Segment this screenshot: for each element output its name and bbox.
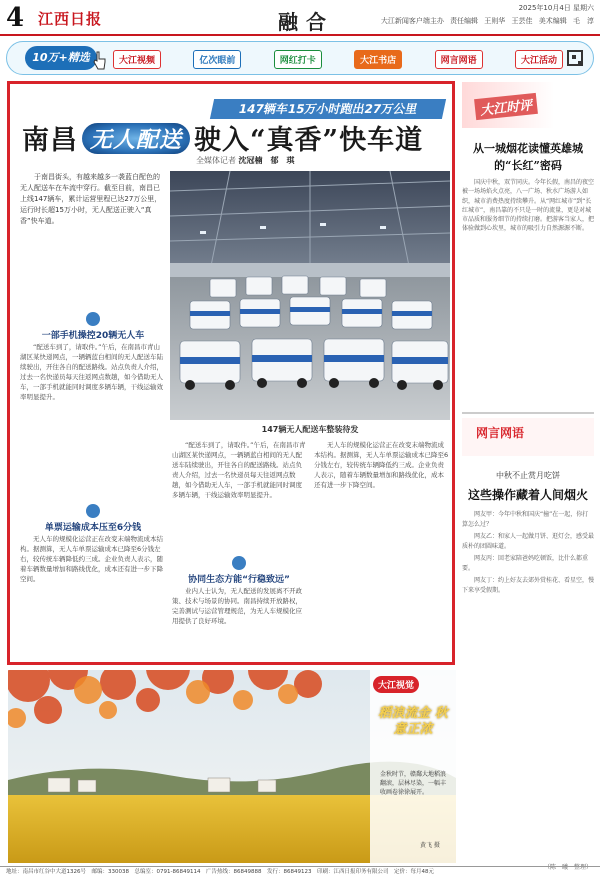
pointing-hand-icon — [91, 51, 107, 71]
section-body: “配送车到了，请取件。”午后，在南昌市青山湖区某快递网点，一辆辆蓝白相间的无人配送车陆续驶出，开往各自的配送路线。站点负责人介绍，过去一名快递员每天往返网点数趟，如今借助无人车，一部手机就能同时调度多辆车辆，干线运输效率明显提升。 — [172, 441, 306, 499]
editor-credit: 王芸佳 — [511, 17, 533, 25]
qa-item: 网友乙：和家人一起做月饼、逛灯会，感受最质朴的团圆味道。 — [462, 533, 594, 550]
issue-date: 2025年10月4日 星期六 — [518, 4, 594, 12]
nav-item-views[interactable]: 亿次眼前 — [193, 50, 241, 69]
editor-credit: 美术编辑 — [538, 17, 567, 25]
footer: 地址：南昌市红谷中大道1326号 邮编：330038 总编室：0791-86849114 广告热线：86849888 发行：86849123 印刷：江西日报印务有限公司 定价：每月48元 — [0, 866, 600, 889]
visual-badge: 大江视觉 — [373, 676, 419, 693]
page-number: 4 — [6, 3, 25, 33]
headline-prefix: 南昌 — [22, 125, 78, 156]
nav-item-netspeak[interactable]: 网言网语 — [435, 50, 483, 69]
editor-credit: 王则华 — [484, 17, 506, 25]
section-heading — [20, 312, 166, 341]
qa-list — [462, 510, 594, 860]
section-marker-icon — [86, 504, 100, 518]
section-body: “配送车到了，请取件。”午后，在南昌市青山湖区某快递网点，一辆辆蓝白相间的无人配送车陆续驶出，开往各自的配送路线。站点负责人介绍，过去一名快递员每天往返网点数趟，如今借助无人车，一部手机就能同时调度多辆车辆，干线运输效率明显提升。 — [20, 343, 163, 401]
section-marker-icon — [232, 556, 246, 570]
byline-names: 沈冠楠 郁 琪 — [238, 156, 295, 165]
section-body: 业内人士认为，无人配送的发展离不开政策、技术与场景的协同。南昌持续开放路权，完善测试与运营管理规范，为无人车规模化应用提供了良好环境。 — [172, 587, 302, 625]
section-body: 无人车的规模化运营正在改变末端物流成本结构。据测算，无人车单票运输成本已降至6分钱左右，较传统车辆降低约三成。企业负责人表示，随着车辆数量增加和路线优化，成本还有进一步下降空间。 — [314, 441, 449, 489]
poem-text: 金秋时节，赣鄱大地稻浪翻滚，层林尽染，一幅丰收画卷徐徐展开。 — [380, 771, 447, 796]
feature-article — [7, 81, 455, 665]
editor-credits — [377, 16, 594, 26]
editor-note: （陈 曦 整理） — [543, 864, 592, 871]
qa-item: 网友丙：回老家陪爸妈吃顿饭，比什么都重要。 — [462, 555, 589, 572]
paper-name: 江西日报 — [38, 10, 103, 28]
nav-item-video[interactable]: 大江视频 — [113, 50, 161, 69]
divider — [462, 412, 594, 414]
section-title: 一部手机操控20辆无人车 — [41, 331, 145, 341]
poem-title: 稻浪流金 秋意正浓 — [378, 706, 448, 737]
editor-credit: 责任编辑 — [450, 17, 479, 25]
net-title[interactable]: 这些操作藏着人间烟火 — [467, 488, 588, 502]
nav-item-events[interactable]: 大江活动 — [515, 50, 563, 69]
masthead — [0, 0, 600, 36]
qr-code-icon[interactable] — [567, 50, 583, 66]
section-marker-icon — [86, 312, 100, 326]
section-heading — [172, 556, 306, 585]
hero-photo[interactable] — [170, 171, 450, 420]
opinion-title[interactable]: 从一城烟花读懂英雄城的“长红”密码 — [473, 142, 583, 172]
headline-suffix: 驶入“真香”快车道 — [194, 125, 424, 156]
poem-author: 黄飞 摄 — [420, 842, 440, 849]
section-title: 融合 — [278, 10, 334, 34]
opinion-logo: 大江时评 — [474, 93, 538, 120]
byline-label: 全媒体记者 — [196, 156, 236, 165]
section-heading — [20, 504, 166, 533]
section-body: 无人车的规模化运营正在改变末端物流成本结构。据测算，无人车单票运输成本已降至6分钱左右，较传统车辆降低约三成。企业负责人表示，随着车辆数量增加和路线优化，成本还有进一步下降空间。 — [20, 535, 163, 583]
section-title: 单票运输成本压至6分钱 — [44, 523, 142, 533]
nav-items — [113, 50, 563, 69]
headline[interactable] — [22, 118, 423, 157]
nav-bar — [6, 41, 594, 75]
byline — [196, 155, 295, 166]
photo-caption: 147辆无人配送车整装待发 — [261, 425, 359, 434]
headline-kicker: 147辆车15万小时跑出27万公里 — [210, 99, 446, 119]
landscape-photo[interactable] — [8, 670, 456, 863]
editor-credit: 大江新闻客户端主办 — [380, 17, 444, 25]
qa-item: 网友丁：约上好友去郊外赏桂花、看星空，慢下来享受假期。 — [462, 577, 594, 594]
net-subtitle: 中秋不止赏月吃饼 — [496, 471, 560, 480]
lead-paragraph: 于南昌街头，有越来越多一袭蓝白配色的无人配送车在车流中穿行。截至目前，南昌已上线147辆车，累计运营里程已达27万公里，运行时长超15万小时，无人配送正驶入“真香”快车道。 — [20, 173, 162, 225]
nav-item-bookstore[interactable]: 大江书店 — [354, 50, 402, 69]
editor-credit: 毛 淳 — [573, 17, 594, 25]
net-logo: 网言网语 — [476, 426, 525, 440]
nav-item-checkin[interactable]: 网红打卡 — [274, 50, 322, 69]
qa-item: 网友甲：今年中秋和国庆“撞”在一起，你打算怎么过？ — [462, 511, 589, 528]
nav-brand-button[interactable]: 10万+精选 — [25, 46, 97, 70]
opinion-body: 国庆中秋，双节同庆。今年长假，南昌的夜空被一场场焰火点亮，八一广场、秋水广场游人如织，城市消费热度持续攀升。从“网红城市”到“长红城市”，南昌靠的不只是一时的流量，更是对城市品质和服务细节的持续打磨。把游客当家人，把体验做到心坎里，城市的吸引力自然源源不断。 — [462, 179, 594, 233]
headline-badge: 无人配送 — [82, 123, 190, 154]
section-title: 协同生态方能“行稳致远” — [188, 575, 290, 585]
